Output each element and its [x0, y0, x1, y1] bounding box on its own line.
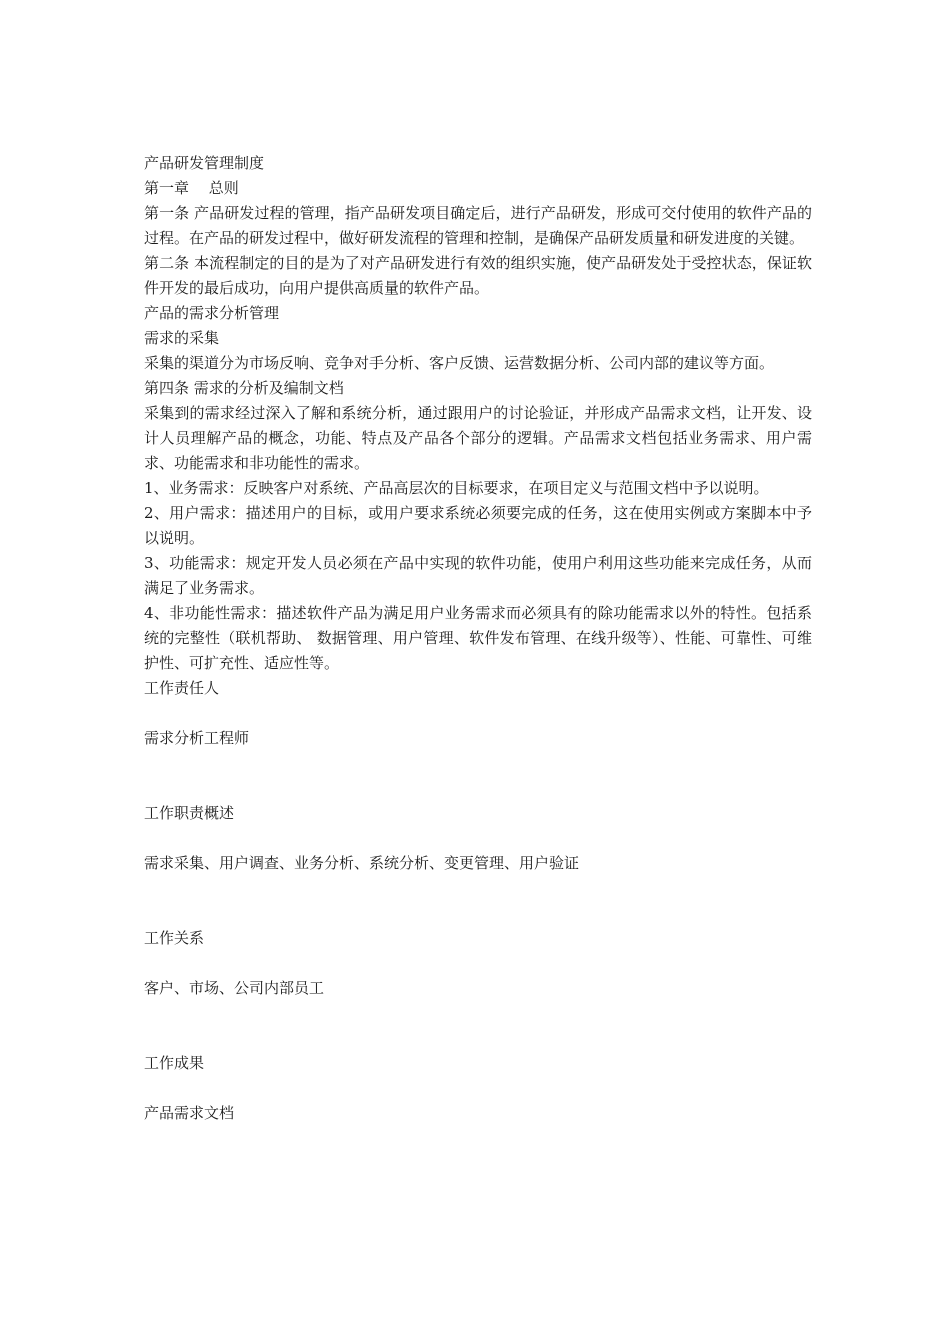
collect-text: 采集的渠道分为市场反响、竞争对手分析、客户反馈、运营数据分析、公司内部的建议等方面。 [144, 354, 775, 372]
document-body [144, 151, 812, 1126]
label-duties: 工作职责概述 [144, 804, 235, 822]
subsection-collect: 需求的采集 [144, 329, 220, 347]
document-title: 产品研发管理制度 [144, 154, 265, 172]
article-4: 第四条 需求的分析及编制文档 [144, 379, 344, 397]
article-2: 第二条 本流程制定的目的是为了对产品研发进行有效的组织实施，使产品研发处于受控状态，保证软件开发的最后成功，向用户提供高质量的软件产品。 [144, 254, 812, 297]
section-title: 产品的需求分析管理 [144, 304, 280, 322]
article-1: 第一条 产品研发过程的管理，指产品研发项目确定后，进行产品研发，形成可交付使用的软件产品的过程。在产品的研发过程中，做好研发流程的管理和控制，是确保产品研发质量和研发进度的关键。 [144, 204, 812, 247]
value-relations: 客户、市场、公司内部员工 [144, 979, 325, 997]
analysis-text: 采集到的需求经过深入了解和系统分析，通过跟用户的讨论验证，并形成产品需求文档，让开发、设计人员理解产品的概念，功能、特点及产品各个部分的逻辑。产品需求文档包括业务需求、用户需求、功能需求和非功能性的需求。 [144, 404, 812, 472]
value-responsible: 需求分析工程师 [144, 729, 250, 747]
chapter-heading: 第一章 总则 [144, 179, 239, 197]
value-results: 产品需求文档 [144, 1104, 235, 1122]
requirement-item-4: 4、非功能性需求：描述软件产品为满足用户业务需求而必须具有的除功能需求以外的特性。包括系统的完整性（联机帮助、 数据管理、用户管理、软件发布管理、在线升级等）、性能、可靠性、可维护性、可扩充性、适应性等。 [144, 604, 812, 672]
requirement-item-1: 1、业务需求：反映客户对系统、产品高层次的目标要求，在项目定义与范围文档中予以说明。 [144, 479, 769, 497]
label-results: 工作成果 [144, 1054, 205, 1072]
requirement-item-2: 2、用户需求：描述用户的目标，或用户要求系统必须要完成的任务，这在使用实例或方案脚本中予以说明。 [144, 504, 812, 547]
label-relations: 工作关系 [144, 929, 205, 947]
label-responsible: 工作责任人 [144, 679, 220, 697]
value-duties: 需求采集、用户调查、业务分析、系统分析、变更管理、用户验证 [144, 854, 580, 872]
requirement-item-3: 3、功能需求：规定开发人员必须在产品中实现的软件功能，使用户利用这些功能来完成任务，从而满足了业务需求。 [144, 554, 812, 597]
